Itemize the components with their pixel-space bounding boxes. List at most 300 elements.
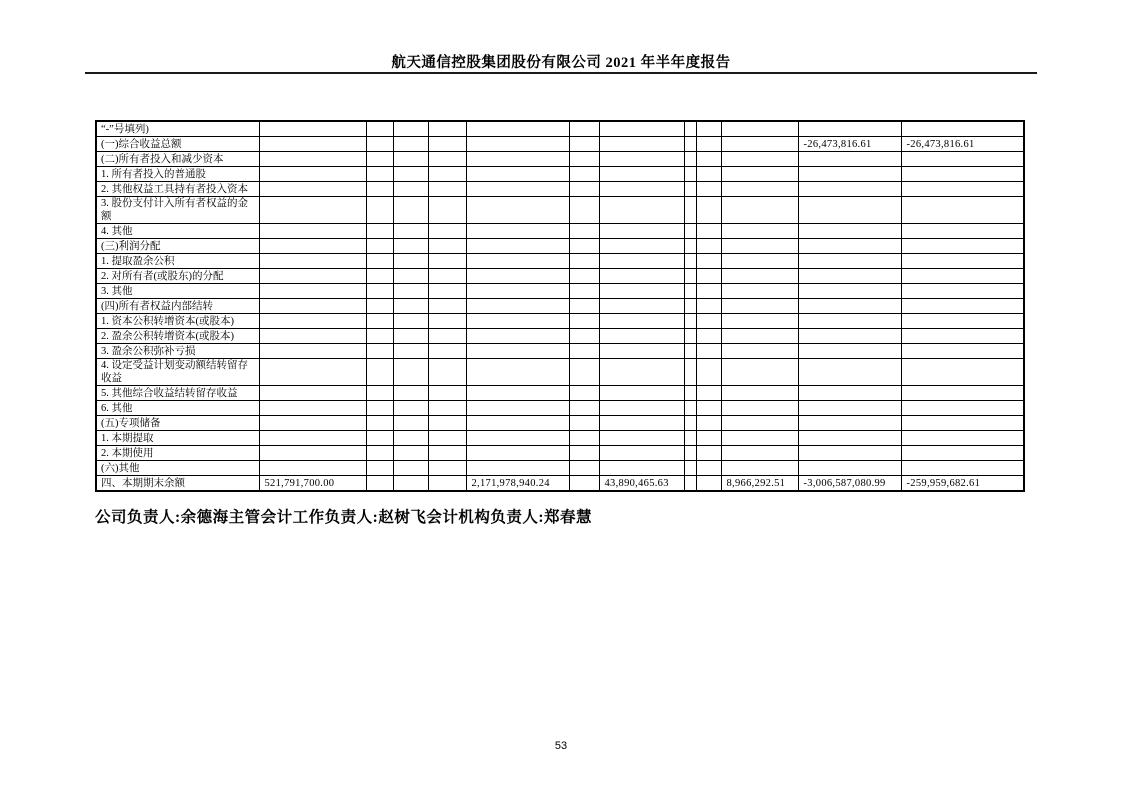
value-cell: [366, 416, 393, 431]
table-row: [96, 167, 1024, 182]
value-cell: [696, 182, 721, 197]
value-cell: [259, 314, 366, 329]
value-cell: [259, 401, 366, 416]
value-cell: [721, 197, 798, 224]
value-cell: [696, 416, 721, 431]
value-cell: [721, 121, 798, 137]
value-cell: [684, 197, 696, 224]
value-cell: [393, 254, 428, 269]
value-cell: [259, 182, 366, 197]
row-label-cell: 1. 所有者投入的普通股: [96, 167, 259, 182]
page-number: 53: [554, 740, 568, 752]
value-cell: [696, 299, 721, 314]
value-cell: [366, 329, 393, 344]
value-cell: [393, 224, 428, 239]
table-row: [96, 137, 1024, 152]
value-cell: [366, 476, 393, 492]
value-cell: [393, 329, 428, 344]
value-cell: [259, 197, 366, 224]
value-cell: [721, 314, 798, 329]
value-cell: [599, 386, 684, 401]
value-cell: [721, 416, 798, 431]
value-cell: [466, 152, 569, 167]
row-label-cell: 2. 盈余公积转增资本(或股本): [96, 329, 259, 344]
value-cell: [428, 121, 466, 137]
value-cell: [569, 239, 599, 254]
value-cell: [428, 446, 466, 461]
value-cell: [428, 254, 466, 269]
value-cell: [684, 167, 696, 182]
value-cell: [684, 344, 696, 359]
value-cell: [684, 329, 696, 344]
value-cell: [259, 329, 366, 344]
value-cell: [569, 299, 599, 314]
value-cell: [466, 329, 569, 344]
value-cell: [696, 239, 721, 254]
table-row: [96, 197, 1024, 224]
value-cell: [684, 239, 696, 254]
value-cell: [366, 121, 393, 137]
row-label-cell: 3. 其他: [96, 284, 259, 299]
value-cell: [466, 182, 569, 197]
value-cell: [259, 416, 366, 431]
value-cell: [366, 314, 393, 329]
table-row: [96, 314, 1024, 329]
value-cell: [259, 224, 366, 239]
value-cell: [798, 431, 901, 446]
value-cell: [259, 137, 366, 152]
value-cell: [366, 269, 393, 284]
value-cell: [466, 314, 569, 329]
value-cell: [721, 431, 798, 446]
value-cell: [798, 299, 901, 314]
table-row: [96, 329, 1024, 344]
row-label-cell: (五)专项储备: [96, 416, 259, 431]
value-cell: [393, 269, 428, 284]
value-cell: [393, 431, 428, 446]
value-cell: [466, 284, 569, 299]
value-cell: [684, 121, 696, 137]
value-cell: 8,966,292.51: [721, 476, 798, 492]
value-cell: [569, 344, 599, 359]
value-cell: [901, 254, 1024, 269]
row-label-cell: 3. 盈余公积弥补亏损: [96, 344, 259, 359]
value-cell: [599, 182, 684, 197]
value-cell: [901, 401, 1024, 416]
value-cell: [798, 269, 901, 284]
value-cell: [798, 182, 901, 197]
value-cell: 43,890,465.63: [599, 476, 684, 492]
value-cell: [901, 197, 1024, 224]
row-label-cell: (二)所有者投入和减少资本: [96, 152, 259, 167]
value-cell: [569, 284, 599, 299]
value-cell: [466, 401, 569, 416]
table-row: [96, 224, 1024, 239]
value-cell: [366, 284, 393, 299]
value-cell: [599, 299, 684, 314]
row-label-cell: 4. 设定受益计划变动额结转留存收益: [96, 359, 259, 386]
value-cell: [721, 446, 798, 461]
value-cell: [599, 269, 684, 284]
value-cell: [798, 401, 901, 416]
value-cell: [599, 344, 684, 359]
value-cell: [569, 269, 599, 284]
value-cell: [259, 299, 366, 314]
value-cell: -26,473,816.61: [798, 137, 901, 152]
value-cell: [721, 284, 798, 299]
equity-change-table: [95, 120, 1025, 492]
value-cell: [798, 167, 901, 182]
value-cell: [366, 197, 393, 224]
value-cell: [696, 446, 721, 461]
value-cell: [366, 344, 393, 359]
table-row: [96, 182, 1024, 197]
value-cell: [428, 182, 466, 197]
value-cell: [569, 137, 599, 152]
table-row: [96, 416, 1024, 431]
value-cell: [684, 269, 696, 284]
value-cell: [901, 299, 1024, 314]
value-cell: [466, 386, 569, 401]
row-label-cell: 6. 其他: [96, 401, 259, 416]
value-cell: [901, 224, 1024, 239]
value-cell: [569, 476, 599, 492]
value-cell: [259, 152, 366, 167]
value-cell: [393, 461, 428, 476]
value-cell: [696, 329, 721, 344]
value-cell: [901, 121, 1024, 137]
table-row: [96, 254, 1024, 269]
value-cell: [428, 152, 466, 167]
value-cell: [428, 461, 466, 476]
value-cell: [393, 121, 428, 137]
value-cell: [684, 431, 696, 446]
value-cell: [599, 284, 684, 299]
value-cell: [259, 167, 366, 182]
row-label-cell: 1. 提取盈余公积: [96, 254, 259, 269]
table-row: [96, 152, 1024, 167]
value-cell: [599, 239, 684, 254]
value-cell: [466, 344, 569, 359]
value-cell: [393, 476, 428, 492]
value-cell: [259, 359, 366, 386]
value-cell: [696, 152, 721, 167]
value-cell: [696, 197, 721, 224]
value-cell: [569, 461, 599, 476]
value-cell: [901, 182, 1024, 197]
row-label-cell: 2. 对所有者(或股东)的分配: [96, 269, 259, 284]
value-cell: [684, 386, 696, 401]
value-cell: [721, 269, 798, 284]
value-cell: [696, 344, 721, 359]
table-row: [96, 446, 1024, 461]
value-cell: [599, 446, 684, 461]
value-cell: [259, 344, 366, 359]
value-cell: [569, 446, 599, 461]
value-cell: [599, 167, 684, 182]
value-cell: [696, 224, 721, 239]
value-cell: [366, 401, 393, 416]
value-cell: [721, 359, 798, 386]
value-cell: [798, 446, 901, 461]
value-cell: [798, 416, 901, 431]
value-cell: [599, 137, 684, 152]
value-cell: [428, 284, 466, 299]
value-cell: [901, 239, 1024, 254]
value-cell: [798, 197, 901, 224]
value-cell: [428, 314, 466, 329]
value-cell: [428, 401, 466, 416]
value-cell: [569, 329, 599, 344]
value-cell: [696, 254, 721, 269]
value-cell: [466, 461, 569, 476]
value-cell: [599, 401, 684, 416]
value-cell: [259, 461, 366, 476]
value-cell: [259, 386, 366, 401]
value-cell: [798, 359, 901, 386]
value-cell: [466, 269, 569, 284]
value-cell: [901, 446, 1024, 461]
row-label-cell: 2. 本期使用: [96, 446, 259, 461]
value-cell: [901, 359, 1024, 386]
value-cell: [428, 416, 466, 431]
value-cell: [696, 269, 721, 284]
value-cell: [366, 152, 393, 167]
table-row: [96, 461, 1024, 476]
value-cell: [901, 167, 1024, 182]
value-cell: -26,473,816.61: [901, 137, 1024, 152]
value-cell: [721, 182, 798, 197]
value-cell: [696, 314, 721, 329]
value-cell: [798, 121, 901, 137]
table-row: [96, 239, 1024, 254]
value-cell: [569, 224, 599, 239]
value-cell: [798, 239, 901, 254]
value-cell: [569, 167, 599, 182]
value-cell: [569, 431, 599, 446]
table-row: [96, 401, 1024, 416]
value-cell: [466, 197, 569, 224]
value-cell: [393, 386, 428, 401]
value-cell: [599, 416, 684, 431]
value-cell: [393, 401, 428, 416]
value-cell: [798, 329, 901, 344]
value-cell: [393, 152, 428, 167]
value-cell: [366, 182, 393, 197]
value-cell: [466, 121, 569, 137]
value-cell: [366, 254, 393, 269]
value-cell: [428, 299, 466, 314]
value-cell: [721, 461, 798, 476]
value-cell: [569, 401, 599, 416]
value-cell: [696, 401, 721, 416]
value-cell: [569, 197, 599, 224]
value-cell: [259, 121, 366, 137]
row-label-cell: (四)所有者权益内部结转: [96, 299, 259, 314]
value-cell: [901, 314, 1024, 329]
value-cell: [428, 269, 466, 284]
value-cell: [428, 386, 466, 401]
value-cell: [798, 224, 901, 239]
value-cell: [466, 299, 569, 314]
value-cell: [466, 239, 569, 254]
value-cell: [684, 401, 696, 416]
value-cell: [259, 284, 366, 299]
value-cell: [569, 152, 599, 167]
value-cell: [393, 299, 428, 314]
value-cell: [366, 386, 393, 401]
value-cell: [569, 359, 599, 386]
value-cell: [366, 446, 393, 461]
header-divider: [85, 72, 1037, 74]
row-label-cell: (六)其他: [96, 461, 259, 476]
value-cell: [901, 386, 1024, 401]
value-cell: [684, 137, 696, 152]
value-cell: [901, 269, 1024, 284]
value-cell: [684, 254, 696, 269]
value-cell: [393, 416, 428, 431]
value-cell: [696, 461, 721, 476]
value-cell: [901, 329, 1024, 344]
row-label-cell: (一)综合收益总额: [96, 137, 259, 152]
value-cell: [798, 314, 901, 329]
row-label-cell: 4. 其他: [96, 224, 259, 239]
row-label-cell: 1. 本期提取: [96, 431, 259, 446]
value-cell: [599, 224, 684, 239]
row-label-cell: 3. 股份支付计入所有者权益的金额: [96, 197, 259, 224]
value-cell: [428, 431, 466, 446]
value-cell: [721, 299, 798, 314]
table-row: [96, 386, 1024, 401]
value-cell: [696, 476, 721, 492]
value-cell: [466, 359, 569, 386]
value-cell: [696, 431, 721, 446]
value-cell: [599, 254, 684, 269]
value-cell: [366, 359, 393, 386]
value-cell: [366, 167, 393, 182]
value-cell: [901, 284, 1024, 299]
table-row: [96, 284, 1024, 299]
value-cell: [599, 329, 684, 344]
value-cell: [428, 359, 466, 386]
value-cell: [428, 329, 466, 344]
value-cell: [428, 344, 466, 359]
value-cell: [696, 121, 721, 137]
value-cell: [569, 121, 599, 137]
value-cell: [798, 284, 901, 299]
value-cell: [684, 224, 696, 239]
value-cell: [696, 359, 721, 386]
value-cell: [428, 239, 466, 254]
table-row: [96, 359, 1024, 386]
value-cell: [259, 254, 366, 269]
value-cell: [393, 182, 428, 197]
value-cell: [428, 167, 466, 182]
value-cell: [721, 254, 798, 269]
value-cell: [684, 152, 696, 167]
value-cell: [599, 461, 684, 476]
value-cell: 521,791,700.00: [259, 476, 366, 492]
value-cell: [684, 182, 696, 197]
value-cell: [696, 167, 721, 182]
responsible-persons-line: 公司负责人:余德海主管会计工作负责人:赵树飞会计机构负责人:郑春慧: [95, 509, 592, 526]
value-cell: [599, 152, 684, 167]
value-cell: [259, 446, 366, 461]
value-cell: [721, 344, 798, 359]
value-cell: [721, 329, 798, 344]
value-cell: [798, 344, 901, 359]
value-cell: [393, 197, 428, 224]
value-cell: [798, 461, 901, 476]
value-cell: [466, 446, 569, 461]
value-cell: [393, 446, 428, 461]
value-cell: 2,171,978,940.24: [466, 476, 569, 492]
row-label-cell: “-”号填列): [96, 121, 259, 137]
value-cell: [259, 239, 366, 254]
value-cell: [599, 359, 684, 386]
value-cell: [721, 401, 798, 416]
value-cell: [366, 137, 393, 152]
value-cell: [798, 386, 901, 401]
value-cell: [599, 197, 684, 224]
value-cell: [393, 167, 428, 182]
value-cell: [696, 284, 721, 299]
value-cell: [721, 224, 798, 239]
value-cell: [428, 476, 466, 492]
value-cell: [428, 224, 466, 239]
table-row: [96, 344, 1024, 359]
value-cell: [466, 224, 569, 239]
value-cell: [684, 461, 696, 476]
value-cell: [684, 446, 696, 461]
value-cell: [569, 254, 599, 269]
value-cell: -259,959,682.61: [901, 476, 1024, 492]
row-label-cell: 四、本期期末余额: [96, 476, 259, 492]
value-cell: [259, 269, 366, 284]
value-cell: [721, 152, 798, 167]
value-cell: [466, 416, 569, 431]
table-row: [96, 299, 1024, 314]
value-cell: [466, 167, 569, 182]
value-cell: [569, 314, 599, 329]
value-cell: [393, 239, 428, 254]
value-cell: [393, 284, 428, 299]
value-cell: [393, 137, 428, 152]
value-cell: [721, 239, 798, 254]
row-label-cell: 1. 资本公积转增资本(或股本): [96, 314, 259, 329]
value-cell: [684, 416, 696, 431]
value-cell: [798, 254, 901, 269]
value-cell: [569, 386, 599, 401]
value-cell: [684, 359, 696, 386]
value-cell: [599, 431, 684, 446]
value-cell: [684, 284, 696, 299]
value-cell: -3,006,587,080.99: [798, 476, 901, 492]
report-header-title: 航天通信控股集团股份有限公司 2021 年半年度报告: [391, 55, 731, 71]
value-cell: [798, 152, 901, 167]
row-label-cell: 2. 其他权益工具持有者投入资本: [96, 182, 259, 197]
row-label-cell: 5. 其他综合收益结转留存收益: [96, 386, 259, 401]
value-cell: [599, 121, 684, 137]
value-cell: [684, 314, 696, 329]
value-cell: [901, 152, 1024, 167]
value-cell: [569, 416, 599, 431]
value-cell: [466, 431, 569, 446]
value-cell: [901, 461, 1024, 476]
value-cell: [428, 197, 466, 224]
value-cell: [466, 137, 569, 152]
value-cell: [259, 431, 366, 446]
